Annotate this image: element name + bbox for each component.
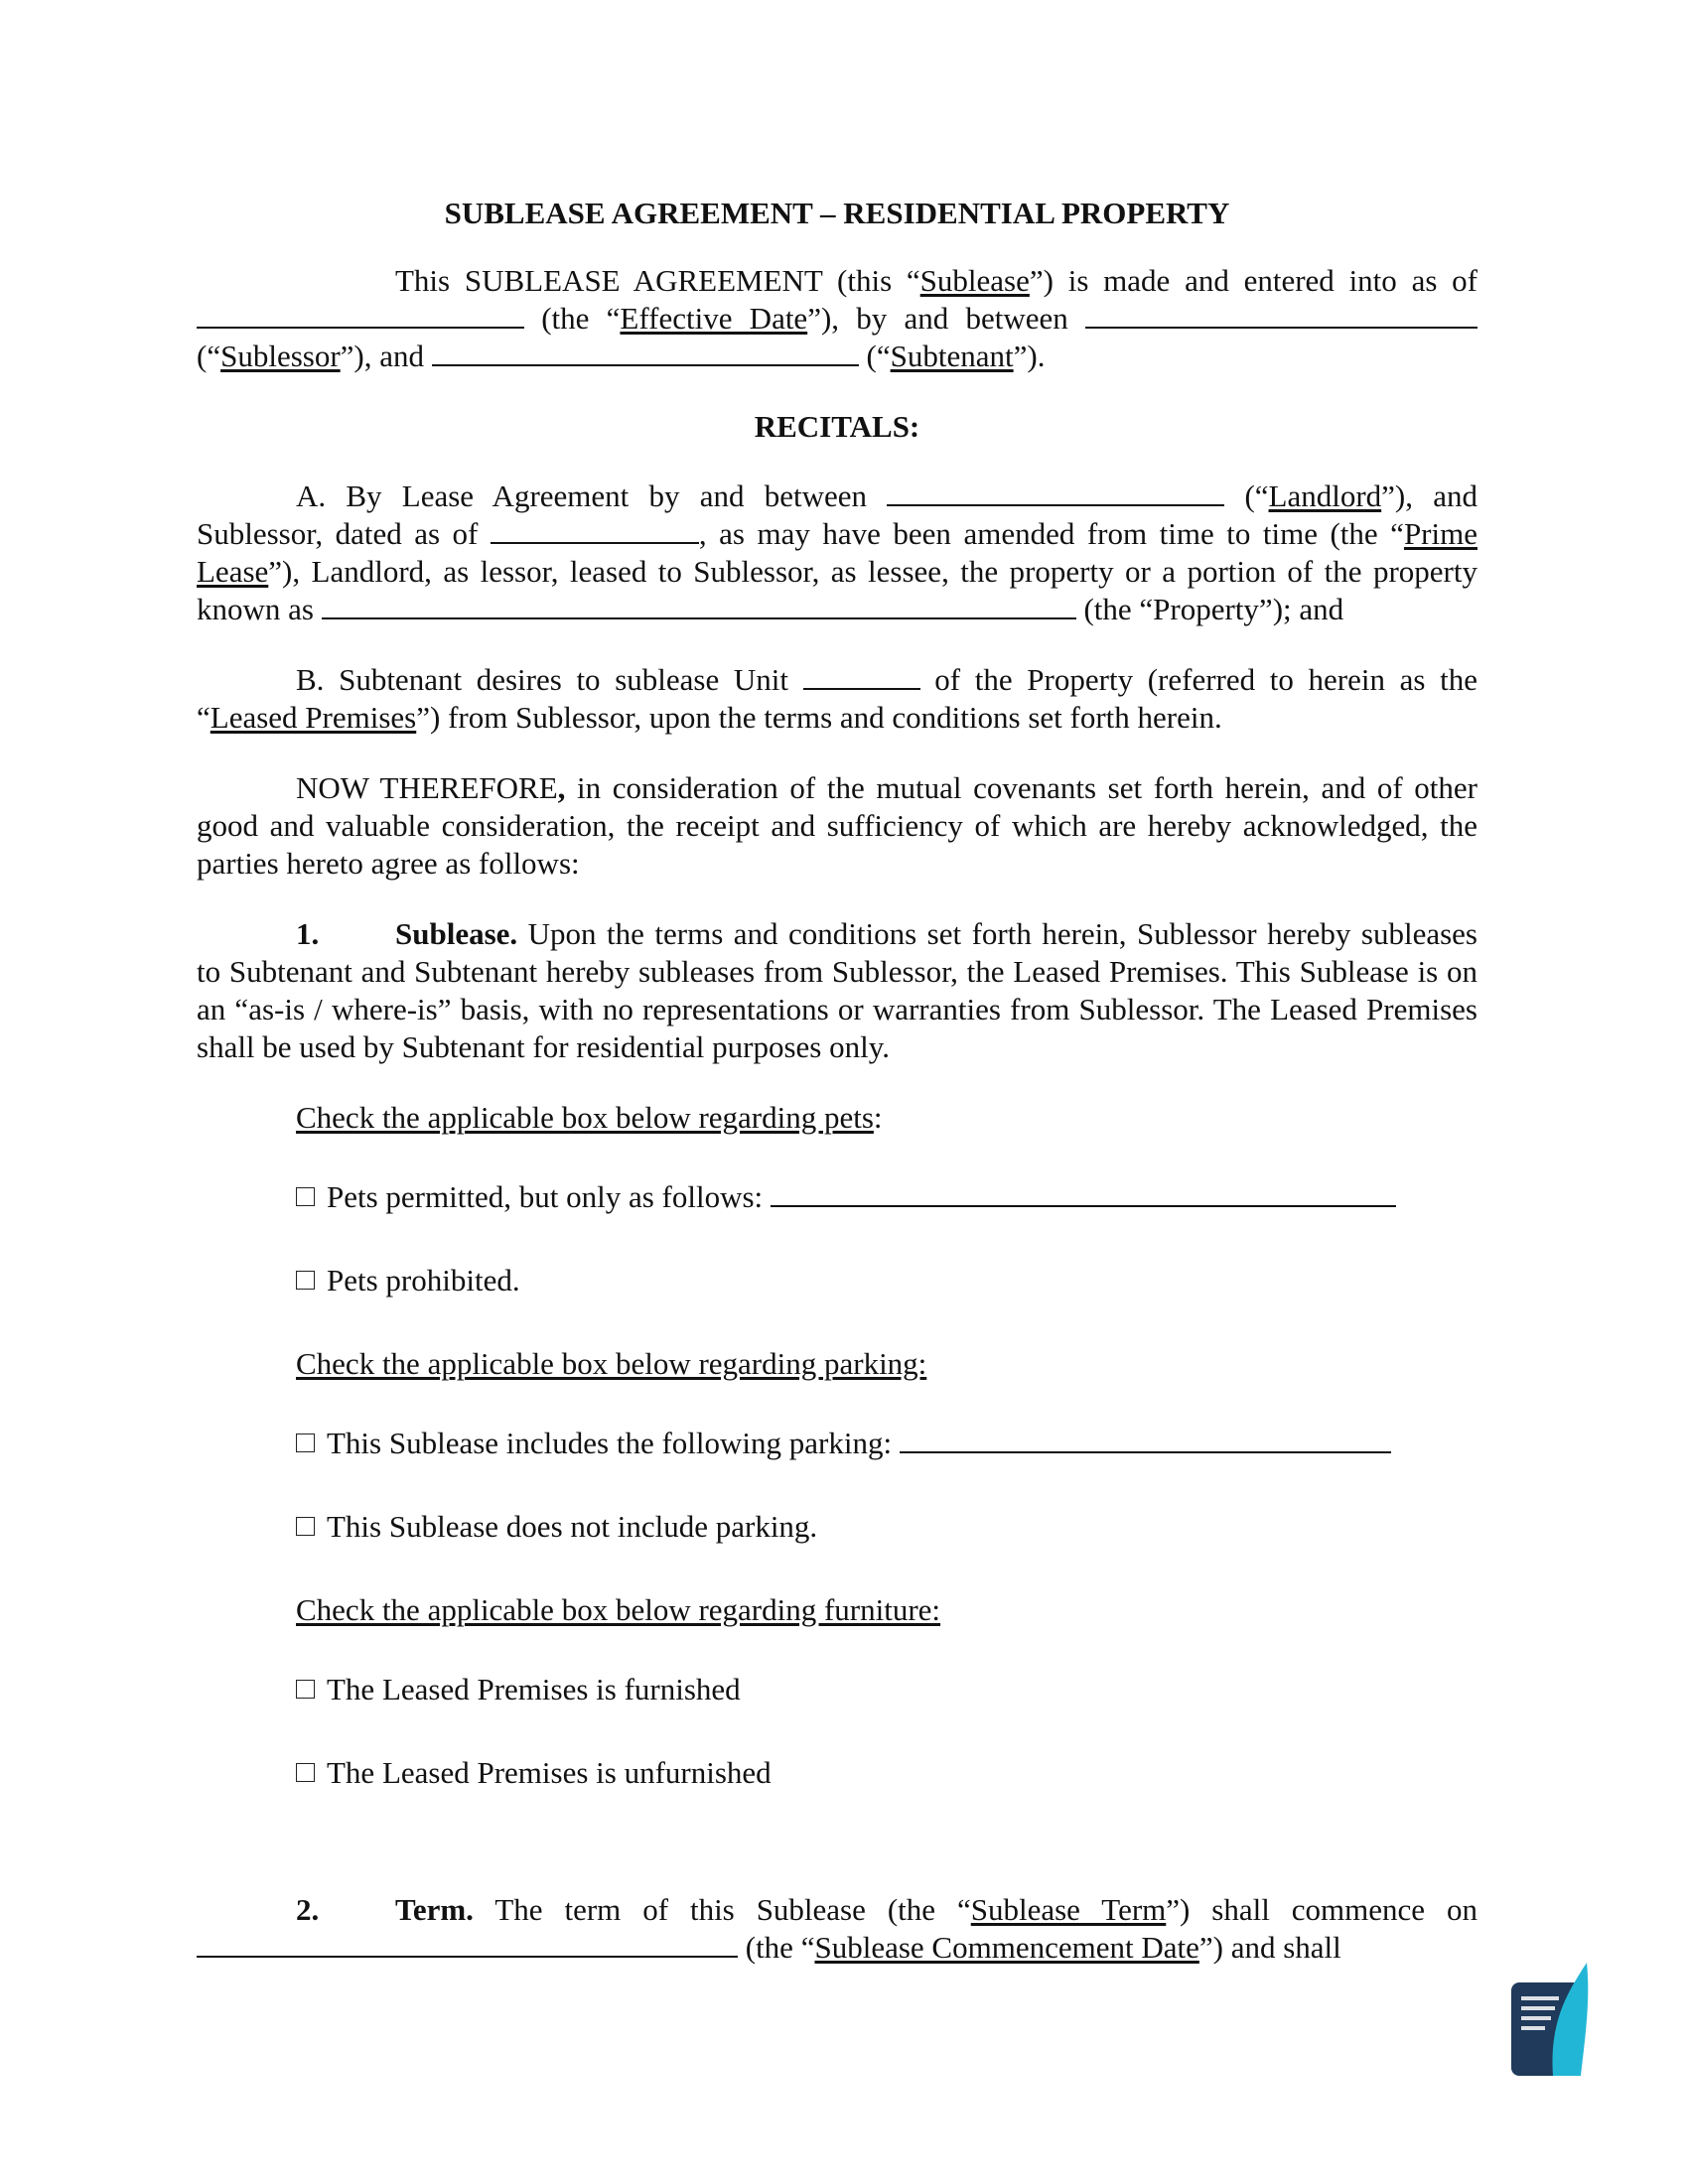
section-1-sublease: 1. Sublease. Upon the terms and conditions set forth herein, Sublessor hereby subleases to Subtenant and Subtenant hereby subleases from Sublessor, the Leased Premises. This Sublease is on an “as-is / where-is” basis, with no representations or warranties from Sublessor. The Leased Premises shall be used by Subtenant for residential purposes only. bbox=[197, 916, 1477, 1064]
landlord-defined-term: Landlord bbox=[1268, 478, 1382, 513]
pets-prohibited-checkbox[interactable] bbox=[296, 1271, 315, 1290]
pets-permitted-details-blank[interactable] bbox=[771, 1179, 1396, 1207]
commencement-date-blank[interactable] bbox=[197, 1930, 738, 1958]
commencement-date-defined-term: Sublease Commencement Date bbox=[814, 1930, 1199, 1965]
parking-not-included-checkbox[interactable] bbox=[296, 1517, 315, 1536]
furnished-option: The Leased Premises is furnished bbox=[296, 1671, 1477, 1708]
unfurnished-option: The Leased Premises is unfurnished bbox=[296, 1754, 1477, 1792]
effective-date-blank[interactable] bbox=[197, 301, 524, 329]
parking-included-option: This Sublease includes the following parking: bbox=[296, 1425, 1477, 1462]
sublessor-name-blank[interactable] bbox=[1085, 301, 1477, 329]
section-2-title: Term. bbox=[395, 1892, 474, 1927]
prime-lease-defined-term: Prime Lease bbox=[197, 516, 1477, 589]
unfurnished-checkbox[interactable] bbox=[296, 1763, 315, 1782]
section-2-number: 2. bbox=[296, 1892, 320, 1927]
leased-premises-defined-term: Leased Premises bbox=[210, 700, 417, 735]
pets-label: Check the applicable box below regarding pets: bbox=[296, 1100, 883, 1135]
recital-a: A. By Lease Agreement by and between (“Landlord”), and Sublessor, dated as of , as may have been amended from time to time (the “Prime Lease”), Landlord, as lessor, leased to Sublessor, as lessee, the property or a portion of the property known as (the “Property”); and bbox=[197, 478, 1477, 626]
landlord-name-blank[interactable] bbox=[887, 478, 1224, 506]
pets-prohibited-option: Pets prohibited. bbox=[296, 1262, 1477, 1299]
sublessor-defined-term: Sublessor bbox=[220, 339, 341, 373]
effective-date-defined-term: Effective Date bbox=[620, 301, 808, 336]
unit-number-blank[interactable] bbox=[803, 662, 920, 690]
section-1-number: 1. bbox=[296, 916, 320, 951]
recital-b: B. Subtenant desires to sublease Unit of the Property (referred to herein as the “Leased Premises”) from Sublessor, upon the terms and conditions set forth herein. bbox=[197, 662, 1477, 735]
section-2-term: 2. Term. The term of this Sublease (the “Sublease Term”) shall commence on (the “Sublease Commencement Date”) and shall bbox=[197, 1891, 1477, 1967]
subtenant-name-blank[interactable] bbox=[432, 339, 859, 366]
intro-paragraph: This SUBLEASE AGREEMENT (this “Sublease”) is made and entered into as of (the “Effective Date”), by and between (“Sublessor”), and (“Subtenant”). bbox=[197, 263, 1477, 373]
parking-not-included-option: This Sublease does not include parking. bbox=[296, 1508, 1477, 1546]
document-title: SUBLEASE AGREEMENT – RESIDENTIAL PROPERTY bbox=[444, 196, 1230, 230]
pets-permitted-checkbox[interactable] bbox=[296, 1187, 315, 1206]
subtenant-defined-term: Subtenant bbox=[890, 339, 1014, 373]
sublease-term-defined-term: Sublease Term bbox=[970, 1892, 1167, 1927]
parking-included-checkbox[interactable] bbox=[296, 1433, 315, 1452]
document-body bbox=[197, 195, 1477, 1999]
property-address-blank[interactable] bbox=[322, 592, 1076, 619]
formspal-logo-icon bbox=[1509, 1961, 1589, 2080]
pets-permitted-option: Pets permitted, but only as follows: bbox=[296, 1178, 1477, 1216]
parking-label: Check the applicable box below regarding parking: bbox=[296, 1346, 927, 1381]
furniture-label: Check the applicable box below regarding furniture: bbox=[296, 1592, 941, 1627]
parking-details-blank[interactable] bbox=[900, 1426, 1391, 1453]
furnished-checkbox[interactable] bbox=[296, 1680, 315, 1699]
recitals-heading: RECITALS: bbox=[754, 409, 920, 444]
now-therefore-paragraph: NOW THEREFORE, in consideration of the mutual covenants set forth herein, and of other good and valuable consideration, the receipt and sufficiency of which are hereby acknowledged, the parties hereto agree as follows: bbox=[197, 770, 1477, 881]
section-1-title: Sublease. bbox=[395, 916, 518, 951]
prime-lease-date-blank[interactable] bbox=[491, 516, 699, 544]
sublease-defined-term: Sublease bbox=[919, 263, 1030, 298]
